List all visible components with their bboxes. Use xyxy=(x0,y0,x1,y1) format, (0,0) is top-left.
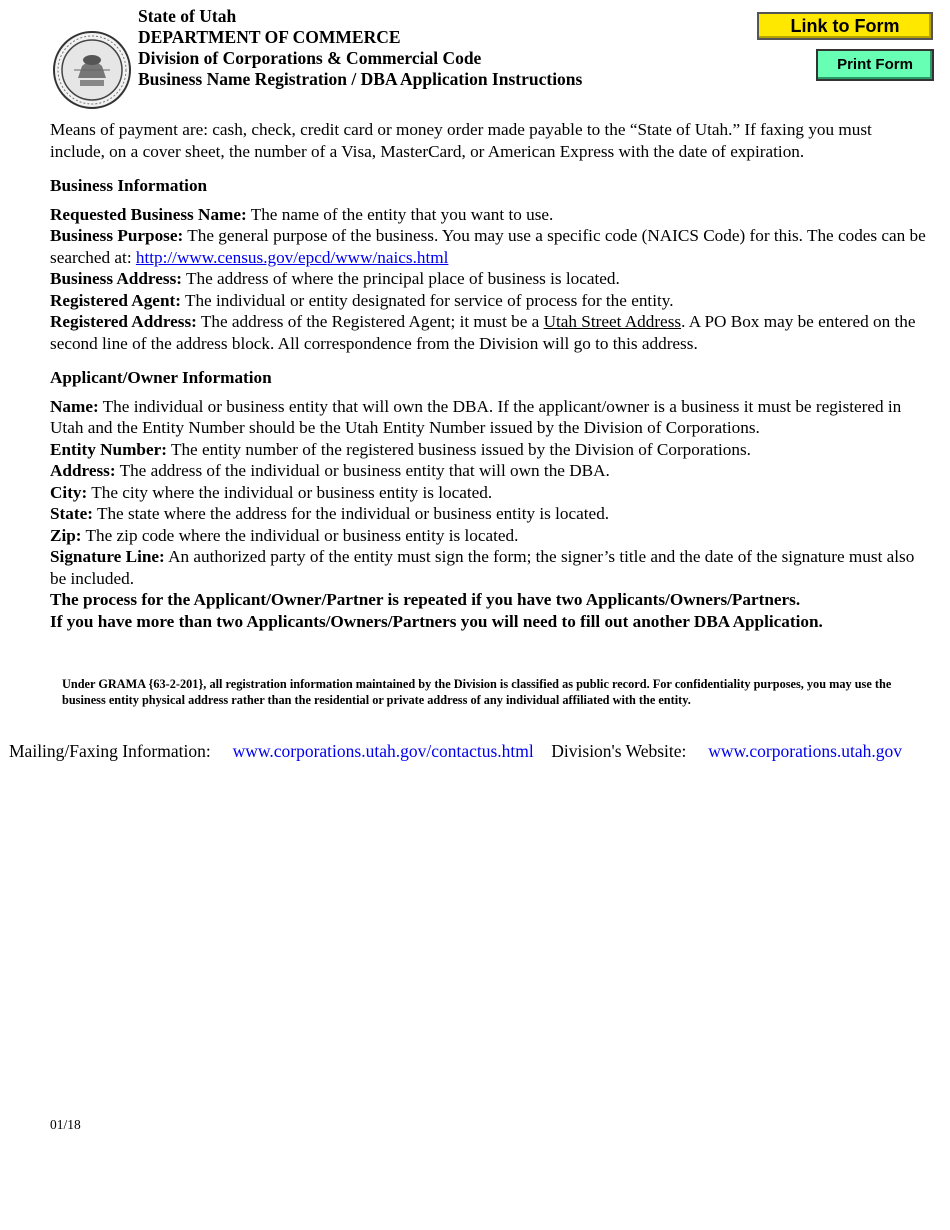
header-state: State of Utah xyxy=(138,6,237,26)
business-purpose-line: Business Purpose: The general purpose of the business. You may use a specific code (NAICS Code) for this. The codes can be searched at: http://www.census.gov/epcd/www/naics.html xyxy=(50,226,926,267)
applicant-address-line: Address: The address of the individual or business entity that will own the DBA. xyxy=(50,461,610,480)
form-revision-code: 01/18 xyxy=(50,1117,81,1132)
instructions-body xyxy=(50,119,930,632)
header-department: DEPARTMENT OF COMMERCE xyxy=(138,27,401,47)
state-seal-logo xyxy=(52,30,132,110)
applicant-name-line: Name: The individual or business entity that will own the DBA. If the applicant/owner is a business it must be registered in Utah and the Entity Number should be the Utah Entity Number issued by the Division of Corporations. xyxy=(50,396,902,437)
page-title: Business Name Registration / DBA Application Instructions xyxy=(138,69,583,89)
header-division: Division of Corporations & Commercial Code xyxy=(138,48,482,68)
business-address-line: Business Address: The address of where the principal place of business is located. xyxy=(50,269,620,288)
requested-name-line: Requested Business Name: The name of the entity that you want to use. xyxy=(50,204,554,224)
division-website-link[interactable]: www.corporations.utah.gov xyxy=(708,741,903,761)
payment-paragraph: Means of payment are: cash, check, credit card or money order made payable to the “State of Utah.” If faxing you must include, on a cover sheet, the number of a Visa, MasterCard, or American Express with the date of expiration. xyxy=(50,120,872,161)
contact-us-link[interactable]: www.corporations.utah.gov/contactus.html xyxy=(232,741,534,761)
applicant-info-heading: Applicant/Owner Information xyxy=(50,368,272,387)
website-label: Division's Website: xyxy=(551,741,687,761)
registered-agent-line: Registered Agent: The individual or entity designated for service of process for the entity. xyxy=(50,290,674,310)
footer-links xyxy=(9,740,949,762)
signature-line: Signature Line: An authorized party of the entity must sign the form; the signer’s title and the date of the signature must also be included. xyxy=(50,547,915,588)
business-info-heading: Business Information xyxy=(50,176,208,195)
repeat-note-1: The process for the Applicant/Owner/Partner is repeated if you have two Applicants/Owners/Partners. xyxy=(50,590,801,609)
link-to-form-button[interactable]: Link to Form xyxy=(757,12,933,40)
document-header xyxy=(138,6,582,90)
entity-number-line: Entity Number: The entity number of the registered business issued by the Division of Corporations. xyxy=(50,439,751,459)
grama-notice: Under GRAMA {63-2-201}, all registration information maintained by the Division is classified as public record. For confidentiality purposes, you may use the business entity physical address rather than the residential or private address of any individual affiliated with the entity. xyxy=(62,677,892,707)
applicant-city-line: City: The city where the individual or business entity is located. xyxy=(50,482,493,502)
applicant-zip-line: Zip: The zip code where the individual or business entity is located. xyxy=(50,525,519,545)
repeat-note-2: If you have more than two Applicants/Owners/Partners you will need to fill out another DBA Application. xyxy=(50,611,823,631)
print-form-button[interactable]: Print Form xyxy=(816,49,934,81)
registered-address-line: Registered Address: The address of the Registered Agent; it must be a Utah Street Address. A PO Box may be entered on the second line of the address block. All correspondence from the Division will go to this address. xyxy=(50,312,916,353)
applicant-state-line: State: The state where the address for the individual or business entity is located. xyxy=(50,504,610,523)
naics-link[interactable]: http://www.census.gov/epcd/www/naics.html xyxy=(135,247,449,267)
mailing-label: Mailing/Faxing Information: xyxy=(9,741,211,761)
